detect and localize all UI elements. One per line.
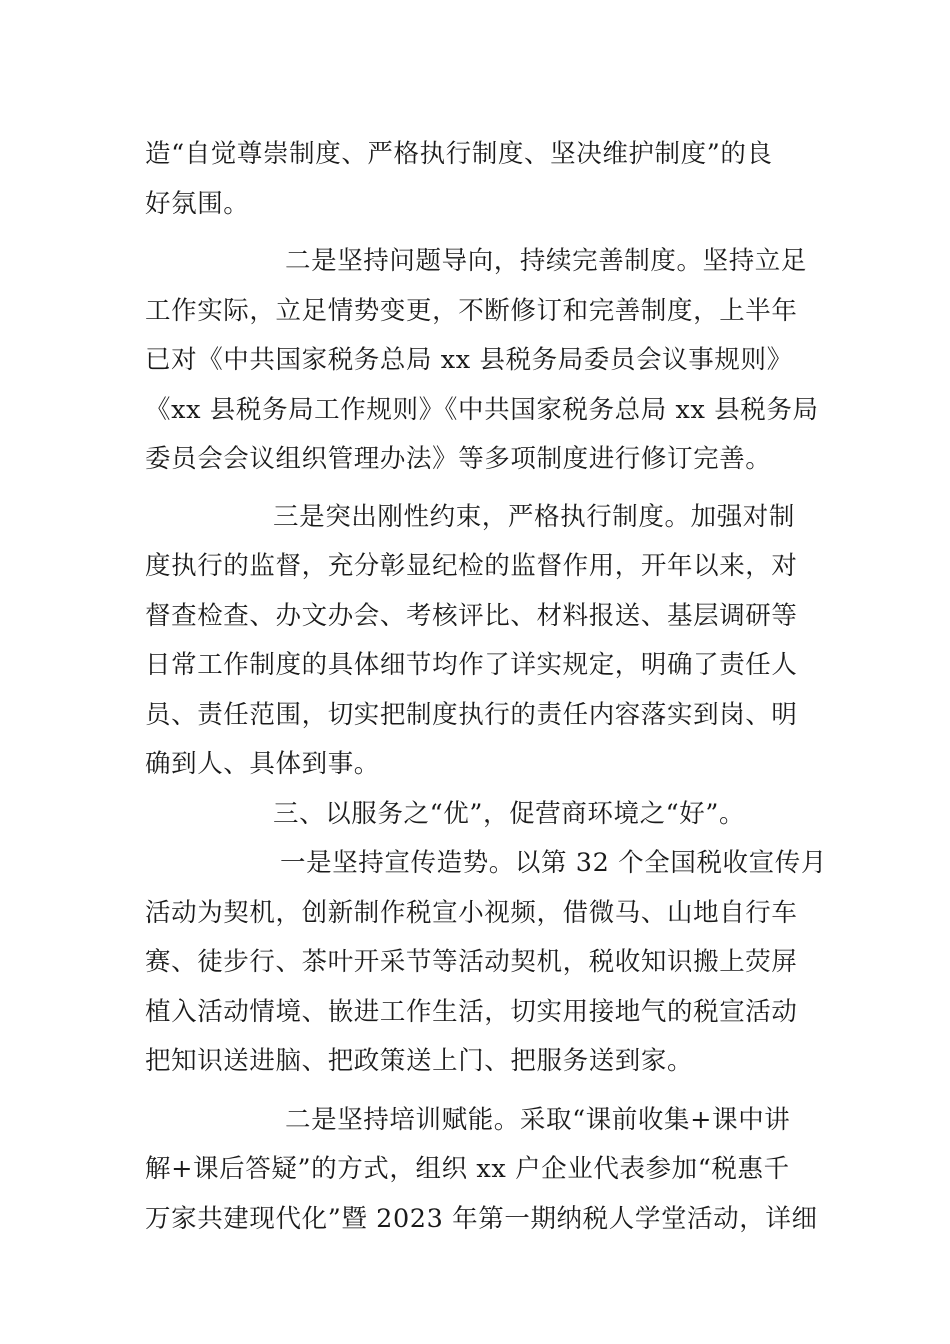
text-line: 解+课后答疑”的方式，组织 xx 户企业代表参加“税惠千 xyxy=(145,1154,790,1184)
text-line: 好氛围。 xyxy=(145,188,250,219)
text-line: 把知识送进脑、把政策送上门、把服务送到家。 xyxy=(145,1046,694,1076)
paragraph-start-line: 三是突出刚性约束，严格执行制度。加强对制 xyxy=(273,501,796,532)
text-line: 委员会会议组织管理办法》等多项制度进行修订完善。 xyxy=(145,444,772,474)
section-heading: 三、以服务之“优”，促营商环境之“好”。 xyxy=(273,798,746,829)
text-line: 确到人、具体到事。 xyxy=(145,749,380,779)
text-line: 工作实际，立足情势变更，不断修订和完善制度，上半年 xyxy=(145,295,798,326)
text-line: 赛、徒步行、茶叶开采节等活动契机，税收知识搬上荧屏 xyxy=(145,947,798,977)
document-body xyxy=(145,130,827,1244)
paragraph-start-line: 二是坚持问题导向，持续完善制度。坚持立足 xyxy=(285,246,808,276)
text-line: 度执行的监督，充分彰显纪检的监督作用，开年以来，对 xyxy=(145,551,798,581)
paragraph-start-line: 一是坚持宣传造势。以第 32 个全国税收宣传月 xyxy=(280,848,827,878)
text-line: 督查检查、办文办会、考核评比、材料报送、基层调研等 xyxy=(145,600,798,631)
text-line: 造“自觉尊崇制度、严格执行制度、坚决维护制度”的良 xyxy=(145,139,773,169)
text-line: 万家共建现代化”暨 2023 年第一期纳税人学堂活动，详细 xyxy=(145,1203,818,1234)
text-line: 植入活动情境、嵌进工作生活，切实用接地气的税宣活动 xyxy=(145,996,798,1027)
text-line: 日常工作制度的具体细节均作了详实规定，明确了责任人 xyxy=(145,650,798,680)
text-line: 活动为契机，创新制作税宣小视频，借微马、山地自行车 xyxy=(145,897,798,928)
text-line: 《xx 县税务局工作规则》《中共国家税务总局 xx 县税务局 xyxy=(145,394,819,425)
text-line: 员、责任范围，切实把制度执行的责任内容落实到岗、明 xyxy=(145,699,798,730)
text-line: 已对《中共国家税务总局 xx 县税务局委员会议事规则》 xyxy=(145,345,793,375)
paragraph-start-line: 二是坚持培训赋能。采取“课前收集+课中讲 xyxy=(285,1104,791,1135)
